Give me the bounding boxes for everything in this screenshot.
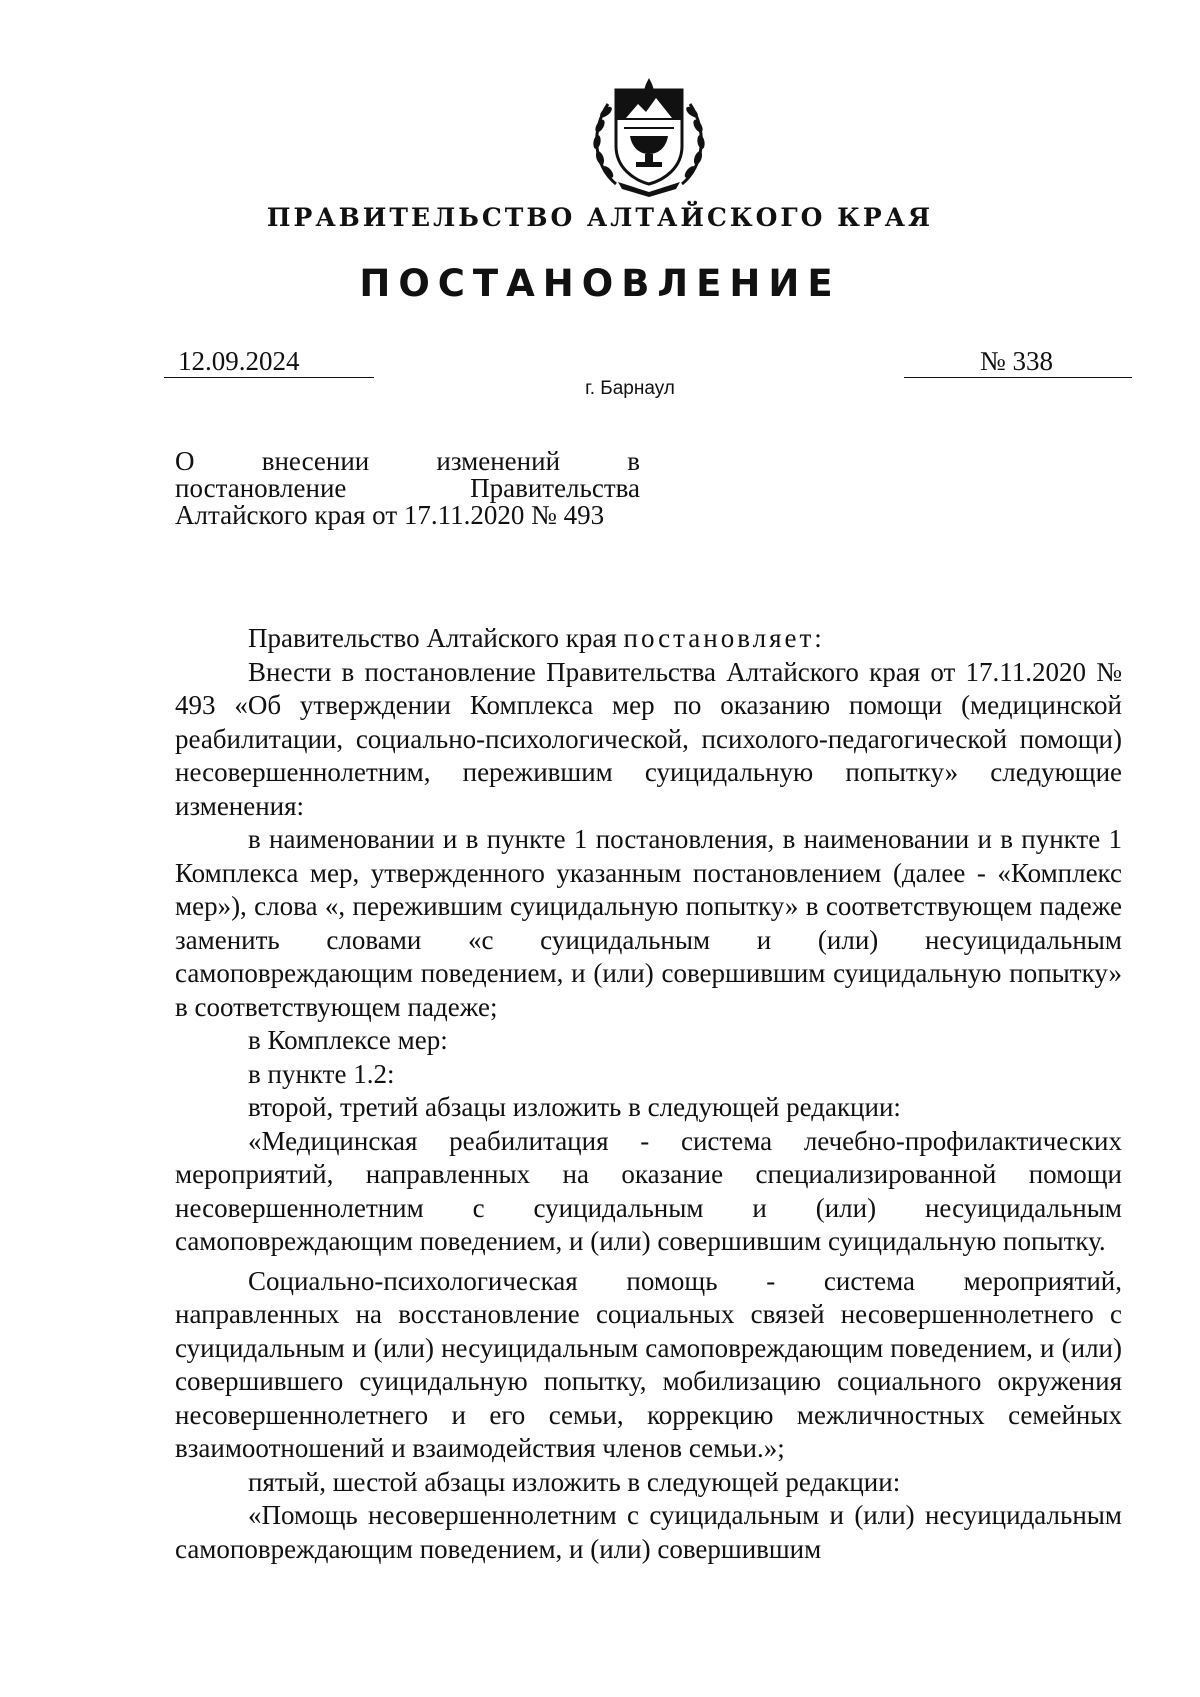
preamble-subject: Правительство Алтайского края	[248, 623, 617, 653]
body-paragraph: «Помощь несовершеннолетним с суицидальным и (или) несуицидальным самоповреждающим поведением, и (или) совершившим	[175, 1500, 1122, 1564]
document-number: № 338	[904, 344, 1132, 378]
body-paragraph: Социально-психологическая помощь - система мероприятий, направленных на восстановление социальных связей несовершеннолетнего с суицидальным и (или) несуицидальным самоповреждающим поведением, и (или) совершившего суицидальную попытку, мобилизацию социального окружения несовершеннолетнего и его семьи, коррекцию межличностных семейных взаимоотношений и взаимодействия членов семьи.»;	[175, 1265, 1122, 1463]
body-paragraph: в пункте 1.2:	[248, 1058, 395, 1089]
body-paragraph: Внести в постановление Правительства Алтайского края от 17.11.2020 № 493 «Об утверждении Комплекса мер по оказанию помощи (медицинской реабилитации, социально-психологической, психолого-педагогической помощи) несовершеннолетним, пережившим суицидальную попытку» следующие изменения:	[175, 656, 1122, 821]
document-date: 12.09.2024	[164, 344, 374, 378]
organization-title: ПРАВИТЕЛЬСТВО АЛТАЙСКОГО КРАЯ	[266, 203, 934, 232]
subject-line-2: постановление Правительства	[175, 473, 640, 503]
body-paragraph: второй, третий абзацы изложить в следующей редакции:	[248, 1092, 901, 1122]
subject-line-1: О внесении изменений в	[175, 446, 640, 476]
document-body	[175, 622, 1122, 1566]
subject-line-3: Алтайского края от 17.11.2020 № 493	[175, 500, 605, 530]
body-paragraph: «Медицинская реабилитация - система лечебно-профилактических мероприятий, направленных на оказание специализированной помощи несовершеннолетним с суицидальным и (или) несуицидальным самоповреждающим поведением, и (или) совершившим суицидальную попытку.	[175, 1125, 1122, 1256]
coat-of-arms-emblem	[586, 76, 712, 198]
preamble-verb: постановляет:	[623, 623, 825, 653]
body-paragraph: пятый, шестой абзацы изложить в следующей редакции:	[248, 1466, 901, 1497]
body-paragraph: в Комплексе мер:	[248, 1025, 448, 1055]
preamble	[175, 622, 1122, 656]
document-type-title: ПОСТАНОВЛЕНИЕ	[359, 262, 841, 305]
document-city: г. Барнаул	[585, 378, 675, 399]
body-paragraph: в наименовании и в пункте 1 постановления, в наименовании и в пункте 1 Комплекса мер, утвержденного указанным постановлением (далее - «Комплекс мер»), слова «, пережившим суицидальную попытку» в соответствующем падеже заменить словами «с суицидальным и (или) несуицидальным самоповреждающим поведением, и (или) совершившим суицидальную попытку» в соответствующем падеже;	[175, 824, 1122, 1022]
document-subject	[175, 448, 640, 529]
